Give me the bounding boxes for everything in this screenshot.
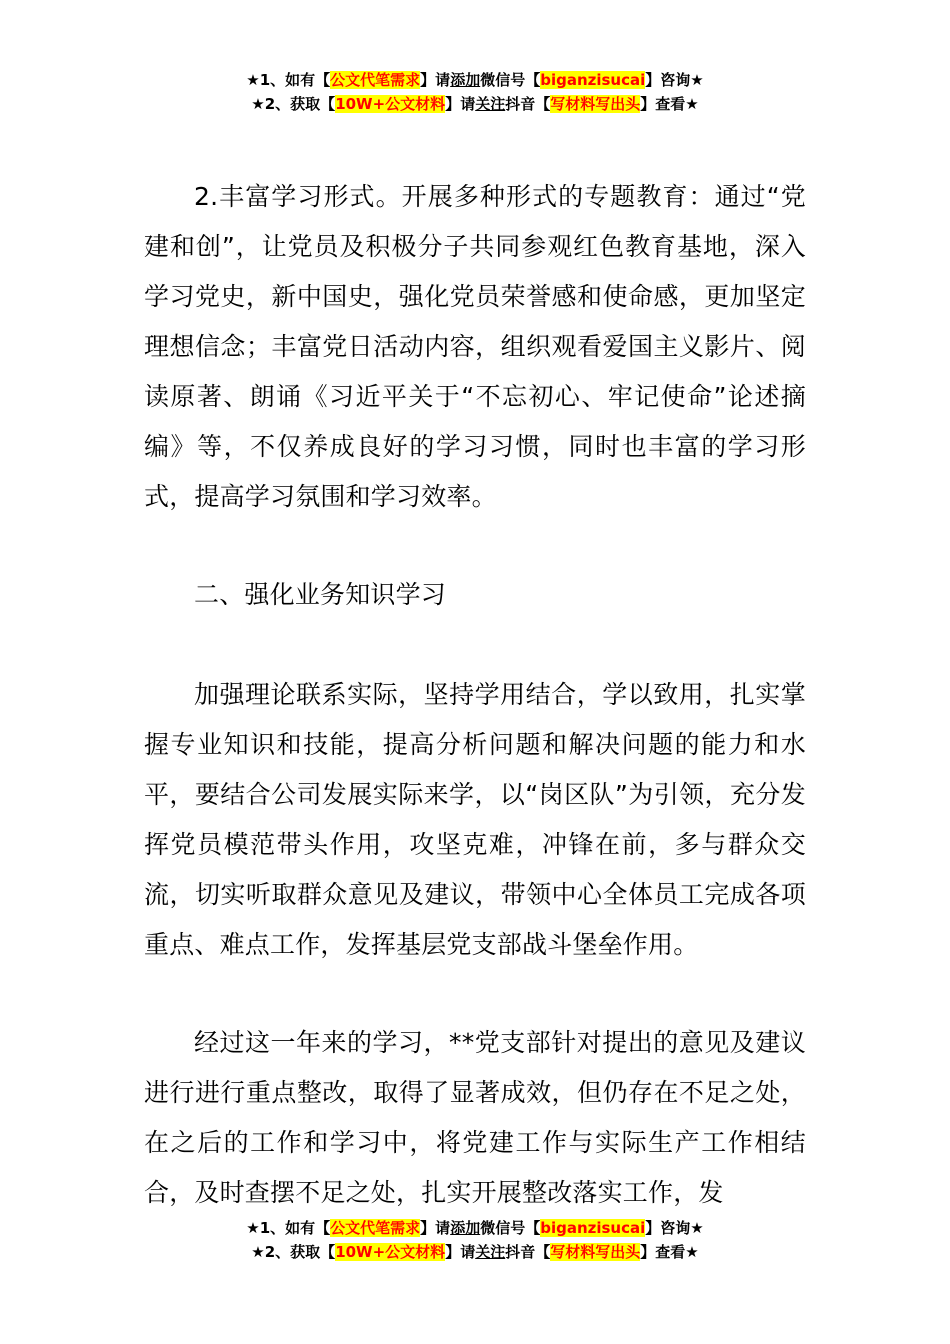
footer-banner-line-1 [0,1216,950,1240]
banner-text: 】请 [420,1219,451,1237]
banner-text: 】请 [445,95,476,113]
footer-banner [0,1216,950,1264]
header-banner [0,68,950,116]
banner-text: 】请 [445,1243,476,1261]
header-banner-line-2 [0,92,950,116]
banner-text: 微信号【 [480,1219,541,1237]
banner-highlight: 公文代笔需求 [330,71,421,89]
banner-highlight: 10W+公文材料 [335,1243,446,1261]
footer-banner-line-2 [0,1240,950,1264]
banner-text: ★2、获取【 [251,95,336,113]
banner-douyin-id: 写材料写出头 [550,95,641,113]
banner-text: 】查看★ [640,1243,699,1261]
banner-text: ★1、如有【 [246,71,331,89]
paragraph-learning-forms [144,172,806,522]
banner-underlined: 关注 [475,1243,506,1261]
banner-douyin-id: 写材料写出头 [550,1243,641,1261]
banner-text: 】请 [420,71,451,89]
banner-text: 】咨询★ [645,1219,704,1237]
heading-text: 二、强化业务知识学习 [194,580,447,609]
banner-text: 】咨询★ [645,71,704,89]
paragraph-business-learning [144,670,806,970]
banner-highlight: 公文代笔需求 [330,1219,421,1237]
banner-wechat-id: biganzisucai [540,1219,646,1237]
banner-text: ★2、获取【 [251,1243,336,1261]
banner-underlined: 添加 [450,71,481,89]
paragraph-text: 加强理论联系实际，坚持学用结合，学以致用，扎实掌握专业知识和技能，提高分析问题和解决问题的能力和水平，要结合公司发展实际来学，以“岗区队”为引领，充分发挥党员模范带头作用，攻坚克难，冲锋在前，多与群众交流，切实听取群众意见及建议，带领中心全体员工完成各项重点、难点工作，发挥基层党支部战斗堡垒作用。 [144,680,806,959]
banner-text: 微信号【 [480,71,541,89]
banner-text: 抖音【 [505,1243,551,1261]
paragraph-text: 经过这一年来的学习，**党支部针对提出的意见及建议进行进行重点整改，取得了显著成效，但仍存在不足之处，在之后的工作和学习中，将党建工作与实际生产工作相结合，及时查摆不足之处，扎实开展整改落实工作，发 [144,1028,806,1207]
paragraph-text: 2.丰富学习形式。开展多种形式的专题教育：通过“党建和创”，让党员及积极分子共同参观红色教育基地，深入学习党史，新中国史，强化党员荣誉感和使命感，更加坚定理想信念；丰富党日活动内容，组织观看爱国主义影片、阅读原著、朗诵《习近平关于“不忘初心、牢记使命”论述摘编》等，不仅养成良好的学习习惯，同时也丰富的学习形式，提高学习氛围和学习效率。 [144,182,806,511]
banner-underlined: 关注 [475,95,506,113]
paragraph-summary [144,1018,806,1218]
banner-text: 抖音【 [505,95,551,113]
header-banner-line-1 [0,68,950,92]
section-heading-business-learning [144,570,806,620]
banner-text: 】查看★ [640,95,699,113]
banner-underlined: 添加 [450,1219,481,1237]
banner-text: ★1、如有【 [246,1219,331,1237]
banner-wechat-id: biganzisucai [540,71,646,89]
banner-highlight: 10W+公文材料 [335,95,446,113]
